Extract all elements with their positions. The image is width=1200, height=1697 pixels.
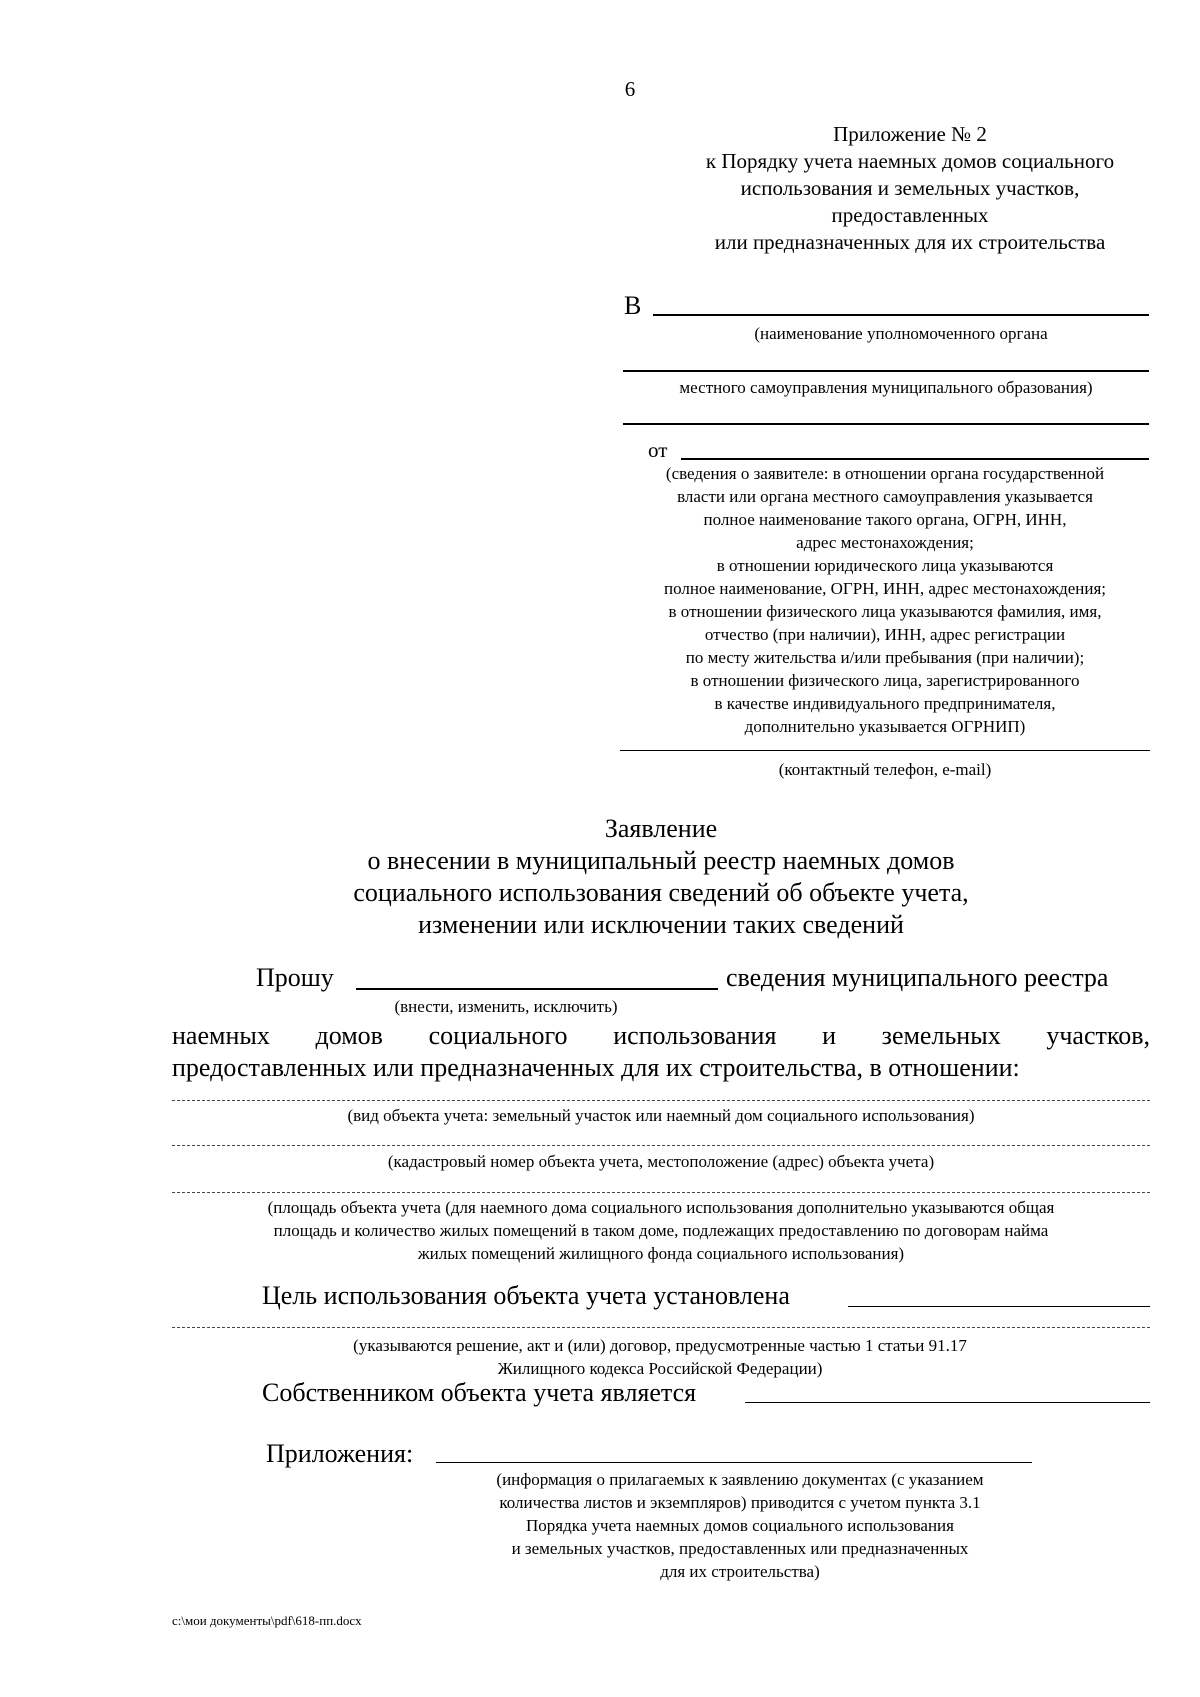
purpose-line[interactable]: [848, 1306, 1150, 1307]
appendix-header-line: к Порядку учета наемных домов социального: [705, 149, 1115, 173]
attachments-line[interactable]: [436, 1462, 1032, 1463]
object-type-caption: (вид объекта учета: земельный участок или наемный дом социального использования): [347, 1106, 975, 1125]
applicant-caption: [610, 462, 1160, 738]
title-line: социального использования сведений об объекте учета,: [353, 878, 969, 907]
attachments-caption-line: Порядка учета наемных домов социального использования: [526, 1516, 954, 1535]
organ-caption-2: местного самоуправления муниципального образования): [679, 378, 1093, 397]
appendix-header-line: Приложение № 2: [833, 122, 987, 146]
purpose-caption-line: (указываются решение, акт и (или) договор, предусмотренные частью 1 статьи 91.17: [353, 1336, 967, 1355]
organ-caption-1: (наименование уполномоченного органа: [754, 324, 1048, 343]
organ-name-line-2[interactable]: [623, 370, 1149, 372]
request-word: домов: [315, 1021, 383, 1050]
purpose-line-2[interactable]: [172, 1327, 1150, 1328]
applicant-caption-line: по месту жительства и/или пребывания (при наличии);: [685, 648, 1085, 667]
request-word: наемных: [172, 1021, 270, 1050]
request-caption: (внести, изменить, исключить): [394, 997, 618, 1016]
attachments-caption-line: для их строительства): [660, 1562, 820, 1581]
title-line: о внесении в муниципальный реестр наемных домов: [367, 846, 955, 875]
request-word: земельных: [881, 1021, 1001, 1050]
applicant-caption-line: отчество (при наличии), ИНН, адрес регистрации: [704, 625, 1066, 644]
from-prefix: от: [648, 438, 668, 462]
document-title: [250, 813, 1072, 941]
applicant-caption-line: в отношении физического лица, зарегистрированного: [690, 671, 1080, 690]
title-line: изменении или исключении таких сведений: [418, 910, 904, 939]
area-caption-line: (площадь объекта учета (для наемного дома социального использования дополнительно указываются общая: [267, 1198, 1055, 1217]
applicant-line[interactable]: [681, 458, 1149, 460]
contact-caption: (контактный телефон, e-mail): [778, 760, 992, 779]
appendix-header-line: использования и земельных участков,: [740, 176, 1080, 200]
applicant-caption-line: полное наименование такого органа, ОГРН, ИНН,: [703, 510, 1067, 529]
request-word: участков,: [1046, 1021, 1150, 1050]
attachments-label: Приложения:: [266, 1439, 414, 1468]
request-prefix: Прошу: [256, 963, 334, 992]
footer-file-path: c:\мои документы\pdf\618-пп.docx: [172, 1613, 362, 1628]
request-line-2: [172, 1020, 1150, 1052]
organ-name-line-3[interactable]: [623, 423, 1149, 425]
attachments-caption-line: (информация о прилагаемых к заявлению документах (с указанием: [496, 1470, 984, 1489]
object-type-line[interactable]: [172, 1100, 1150, 1101]
title-line: Заявление: [604, 814, 718, 843]
owner-label: Собственником объекта учета является: [262, 1378, 697, 1407]
owner-line[interactable]: [745, 1402, 1150, 1403]
appendix-header: [660, 121, 1160, 256]
request-word: и: [822, 1021, 837, 1050]
area-caption: [172, 1196, 1150, 1265]
applicant-caption-line: полное наименование, ОГРН, ИНН, адрес местонахождения;: [663, 579, 1107, 598]
cadastral-line[interactable]: [172, 1145, 1150, 1146]
attachments-caption-line: и земельных участков, предоставленных или предназначенных: [511, 1539, 969, 1558]
applicant-caption-line: власти или органа местного самоуправления указывается: [677, 487, 1093, 506]
contact-line[interactable]: [620, 750, 1150, 751]
request-word: социального: [428, 1021, 568, 1050]
applicant-caption-line: в отношении физического лица указываются фамилия, имя,: [668, 602, 1102, 621]
request-word: использования: [613, 1021, 777, 1050]
applicant-caption-line: адрес местонахождения;: [796, 533, 974, 552]
attachments-caption-line: количества листов и экземпляров) приводится с учетом пункта 3.1: [499, 1493, 981, 1512]
request-line-3: предоставленных или предназначенных для их строительства, в отношении:: [172, 1053, 1020, 1082]
request-suffix: сведения муниципального реестра: [726, 963, 1109, 992]
organ-name-line[interactable]: [653, 314, 1149, 316]
purpose-caption-line: Жилищного кодекса Российской Федерации): [497, 1359, 823, 1378]
applicant-caption-line: в качестве индивидуального предпринимателя,: [714, 694, 1056, 713]
applicant-caption-line: (сведения о заявителе: в отношении органа государственной: [665, 464, 1105, 483]
cadastral-caption: (кадастровый номер объекта учета, местоположение (адрес) объекта учета): [387, 1152, 935, 1171]
request-action-line[interactable]: [356, 988, 718, 990]
appendix-header-line: или предназначенных для их строительства: [714, 230, 1106, 254]
area-caption-line: жилых помещений жилищного фонда социального использования): [417, 1244, 905, 1263]
applicant-caption-line: дополнительно указывается ОГРНИП): [744, 717, 1026, 736]
to-prefix: В: [624, 291, 642, 320]
purpose-label: Цель использования объекта учета установлена: [262, 1281, 790, 1310]
page-number: 6: [624, 77, 636, 101]
area-caption-line: площадь и количество жилых помещений в таком доме, подлежащих предоставлению по договорам найма: [273, 1221, 1049, 1240]
attachments-caption: [420, 1468, 1060, 1583]
purpose-caption: [250, 1334, 1070, 1380]
appendix-header-line: предоставленных: [831, 203, 989, 227]
applicant-caption-line: в отношении юридического лица указываются: [716, 556, 1054, 575]
area-line[interactable]: [172, 1192, 1150, 1193]
